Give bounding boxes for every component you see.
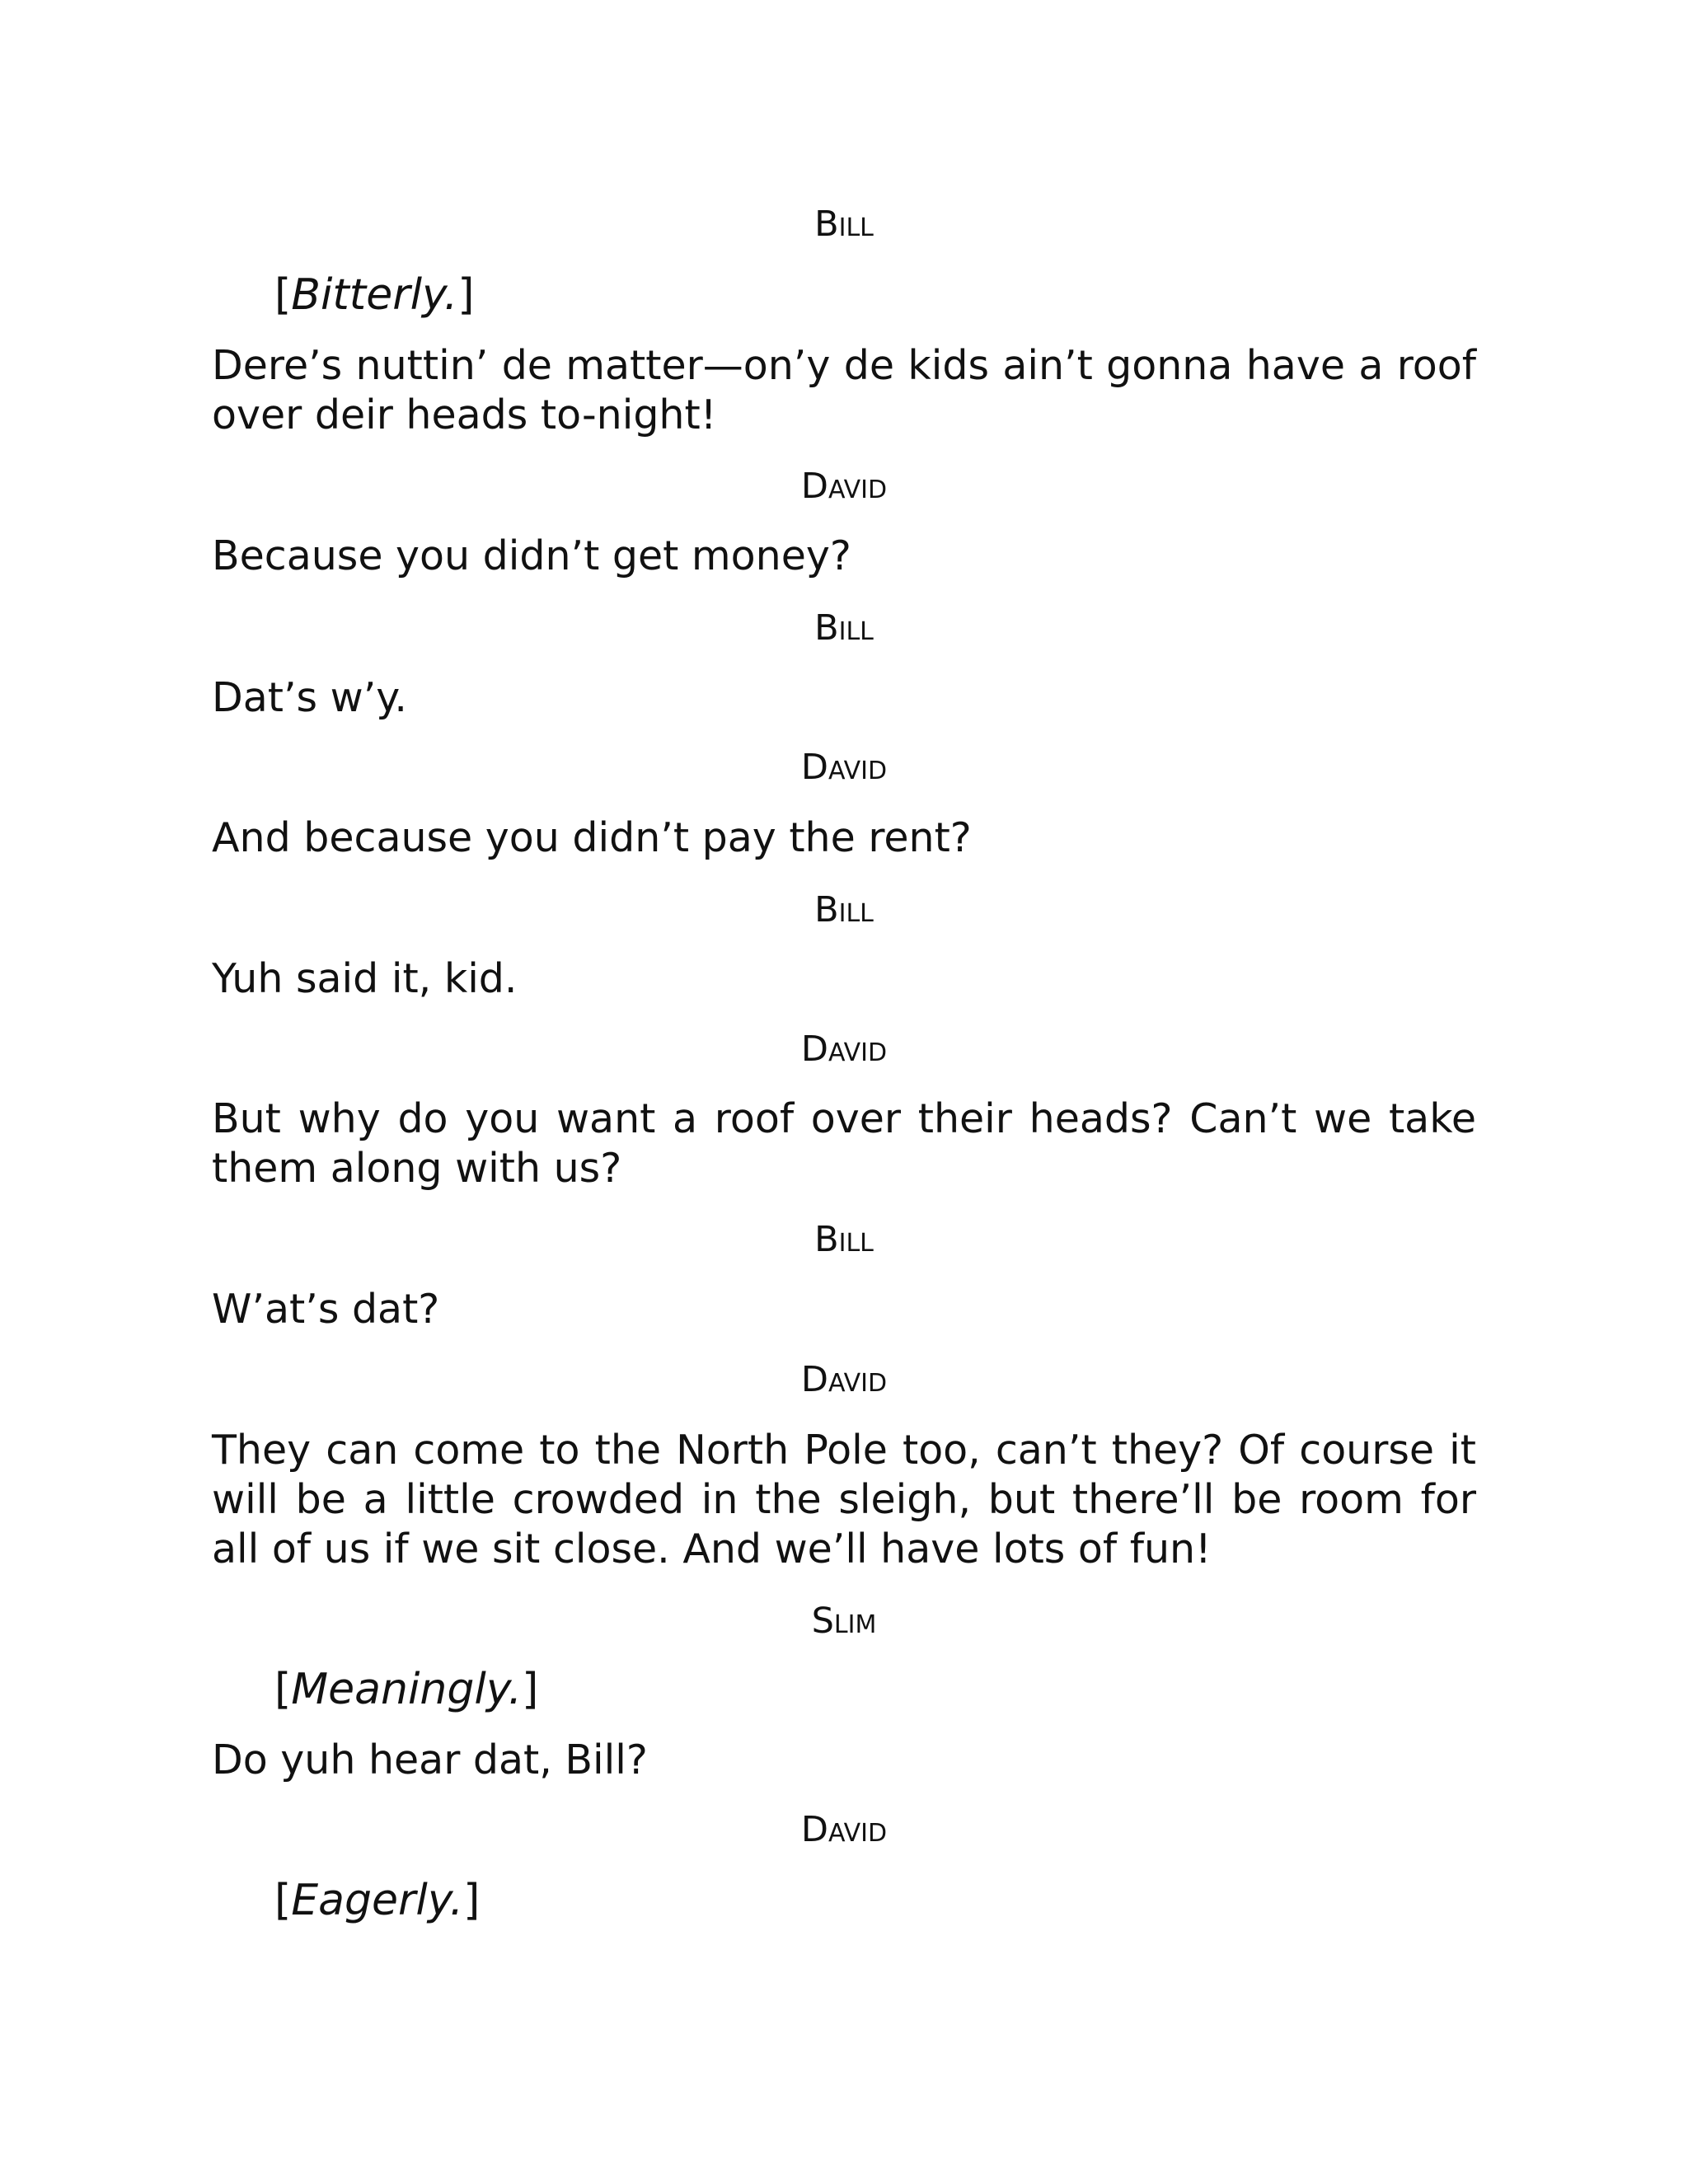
speaker-name: Bill: [814, 204, 874, 245]
speaker-name: David: [800, 1809, 888, 1850]
dialogue-line: Do yuh hear dat, Bill?: [212, 1736, 648, 1783]
stage-direction-text: Meaningly.: [291, 1665, 523, 1714]
stage-direction: [Meaningly.]: [274, 1665, 539, 1714]
speaker-name: David: [800, 466, 888, 507]
dialogue-line: Yuh said it, kid.: [212, 955, 518, 1002]
speaker-name: David: [800, 1029, 888, 1070]
speaker-name: David: [800, 747, 888, 788]
stage-direction-text: Eagerly.: [291, 1876, 464, 1925]
stage-direction-text: Bitterly.: [291, 270, 458, 320]
stage-direction: [Bitterly.]: [274, 270, 475, 320]
dialogue-line: Dat’s w’y.: [212, 674, 407, 721]
speaker-name: Slim: [811, 1601, 877, 1642]
speaker-name: Bill: [814, 889, 874, 930]
dialogue-line: W’at’s dat?: [212, 1286, 440, 1333]
dialogue-line: But why do you want a roof over their heads? Can’t we take them along with us?: [212, 1095, 1476, 1192]
dialogue-line: Dere’s nuttin’ de matter—on’y de kids ain’t gonna have a roof over deir heads to-night!: [212, 342, 1476, 438]
speaker-name: Bill: [814, 1219, 874, 1260]
dialogue-line: Because you didn’t get money?: [212, 532, 851, 579]
speaker-name: David: [800, 1359, 888, 1400]
dialogue-line: They can come to the North Pole too, can’t they? Of course it will be a little crowded in the sleigh, but there’ll be room for all of us if we sit close. And we’ll have lots of fun!: [212, 1427, 1476, 1572]
speaker-name: Bill: [814, 607, 874, 649]
stage-direction: [Eagerly.]: [274, 1876, 481, 1925]
dialogue-line: And because you didn’t pay the rent?: [212, 814, 972, 861]
